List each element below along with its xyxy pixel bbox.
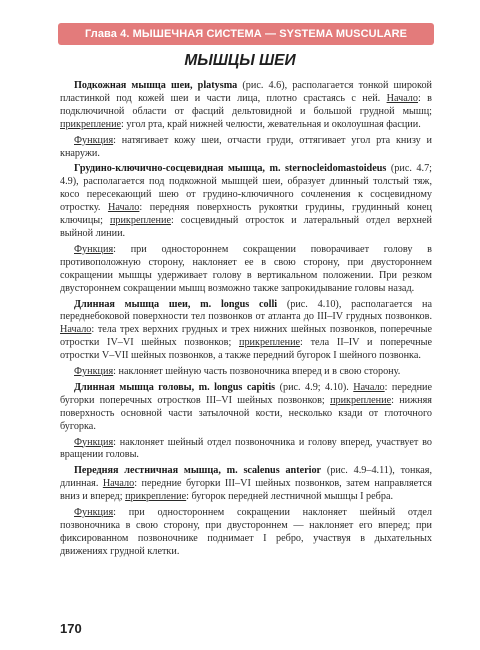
label-function: Функция <box>74 134 114 146</box>
label-insertion: прикрепление <box>330 394 392 406</box>
text: (рис. 4.7; 4.9), располагается под подкожной мышцей шеи, образует длинный толстый тяж, косо пересекающий шею от грудино-ключичного сочленения к сосцевидному отростку. <box>60 163 432 214</box>
paragraph-longus-colli-function <box>60 366 432 379</box>
label-function: Функция <box>74 507 114 519</box>
label-insertion: прикрепление <box>109 215 171 227</box>
text: : наклоняет шейный отдел позвоночника и голову вперед, участвует во вращении головы. <box>60 436 432 461</box>
text: : при одностороннем сокращении наклоняет шейный отдел позвоночника в свою сторону, при двустороннем — наклоняет его вперед; при фиксированном позвоночнике поднимает I ребро, участвуя в дыхательных движениях грудной клетки. <box>60 507 432 557</box>
section-title: МЫШЦЫ ШЕИ <box>184 52 296 69</box>
label-origin: Начало <box>102 478 135 490</box>
label-origin: Начало <box>386 92 418 104</box>
text: (рис. 4.6), располагается тонкой широкой пластинкой под кожей шеи и части лица, плотно срастаясь с ней. <box>60 80 432 104</box>
text: : сосцевидный отросток и латеральный отдел верхней выйной линии. <box>60 215 432 239</box>
term-platysma: Подкожная мышца шеи, platysma <box>74 80 238 91</box>
text: : наклоняет шейную часть позвоночника вперед и в свою сторону. <box>113 366 401 378</box>
text: (рис. 4.10), располагается на переднебоковой поверхности тел позвонков от атланта до III–IV грудных позвонков. <box>60 298 432 323</box>
paragraph-longus-capitis-function <box>60 437 432 463</box>
text: : в подключичной области от фасций дельтовидной и большой грудной мышц; <box>60 92 432 117</box>
term-longus-capitis: Длинная мышца головы, m. longus capitis <box>74 381 276 393</box>
text: : передние бугорки поперечных отростков III–VI шейных позвонков; <box>60 381 432 406</box>
text: (рис. 4.9; 4.10). <box>275 381 354 393</box>
paragraph-platysma <box>60 80 432 132</box>
text: : передняя поверхность рукоятки грудины, грудинный конец ключицы; <box>60 202 432 227</box>
label-function: Функция <box>74 366 114 378</box>
text: : угол рта, край нижней челюсти, жевательная и околоушная фасции. <box>121 118 421 130</box>
paragraph-longus-capitis <box>60 382 432 434</box>
paragraph-scalenus-anterior <box>60 465 432 504</box>
text: : нижняя поверхность основной части затылочной кости, несколько кзади от глоточного бугорка. <box>60 394 432 432</box>
label-origin: Начало <box>60 324 92 336</box>
text: : натягивает кожу шеи, отчасти груди, оттягивает угол рта книзу и кнаружи. <box>60 134 432 159</box>
term-longus-colli: Длинная мышца шеи, m. longus colli <box>74 298 278 310</box>
chapter-banner: Глава 4. МЫШЕЧНАЯ СИСТЕМА — SYSTEMA MUSCULARE <box>58 23 434 45</box>
label-origin: Начало <box>107 202 140 214</box>
paragraph-longus-colli <box>60 299 432 364</box>
term-scalenus-anterior: Передняя лестничная мышца, m. scalenus anterior <box>74 465 322 477</box>
label-function: Функция <box>74 243 114 255</box>
text: : тела трех верхних грудных и трех нижних шейных позвонков, поперечные отростки IV–VI шейных позвонков; <box>60 324 432 349</box>
page-number: 170 <box>60 621 82 636</box>
text: : при одностороннем сокращении поворачивает голову в противоположную сторону, наклоняет ее в свою сторону, при двустороннем сокращении мышцы удерживает голову в вертикальном положении. При резком двустороннем сокращении мышц возможно также запрокидывание головы назад. <box>60 243 432 294</box>
label-insertion: прикрепление <box>239 337 301 349</box>
article-body <box>60 80 432 562</box>
text: (рис. 4.9–4.11), тонкая, длинная. <box>60 465 432 490</box>
paragraph-scalenus-anterior-function <box>60 507 432 559</box>
text: : бугорок передней лестничной мышцы I ребра. <box>186 491 394 503</box>
paragraph-sternocleidomastoid <box>60 163 432 240</box>
label-function: Функция <box>74 436 114 448</box>
text: : передние бугорки III–VI шейных позвонков, затем направляется вниз и вперед; <box>60 478 432 503</box>
text: : тела II–IV и поперечные отростки V–VII шейных позвонков, а также передний бугорок I шейного позвонка. <box>60 337 432 362</box>
label-insertion: прикрепление <box>125 491 187 503</box>
paragraph-platysma-function <box>60 135 432 161</box>
label-insertion: прикрепление <box>60 118 122 130</box>
paragraph-sternocleidomastoid-function <box>60 244 432 296</box>
label-origin: Начало <box>353 381 385 393</box>
term-sternocleidomastoid: Грудино-ключично-сосцевидная мышца, m. sternocleidomastoideus <box>74 163 387 175</box>
